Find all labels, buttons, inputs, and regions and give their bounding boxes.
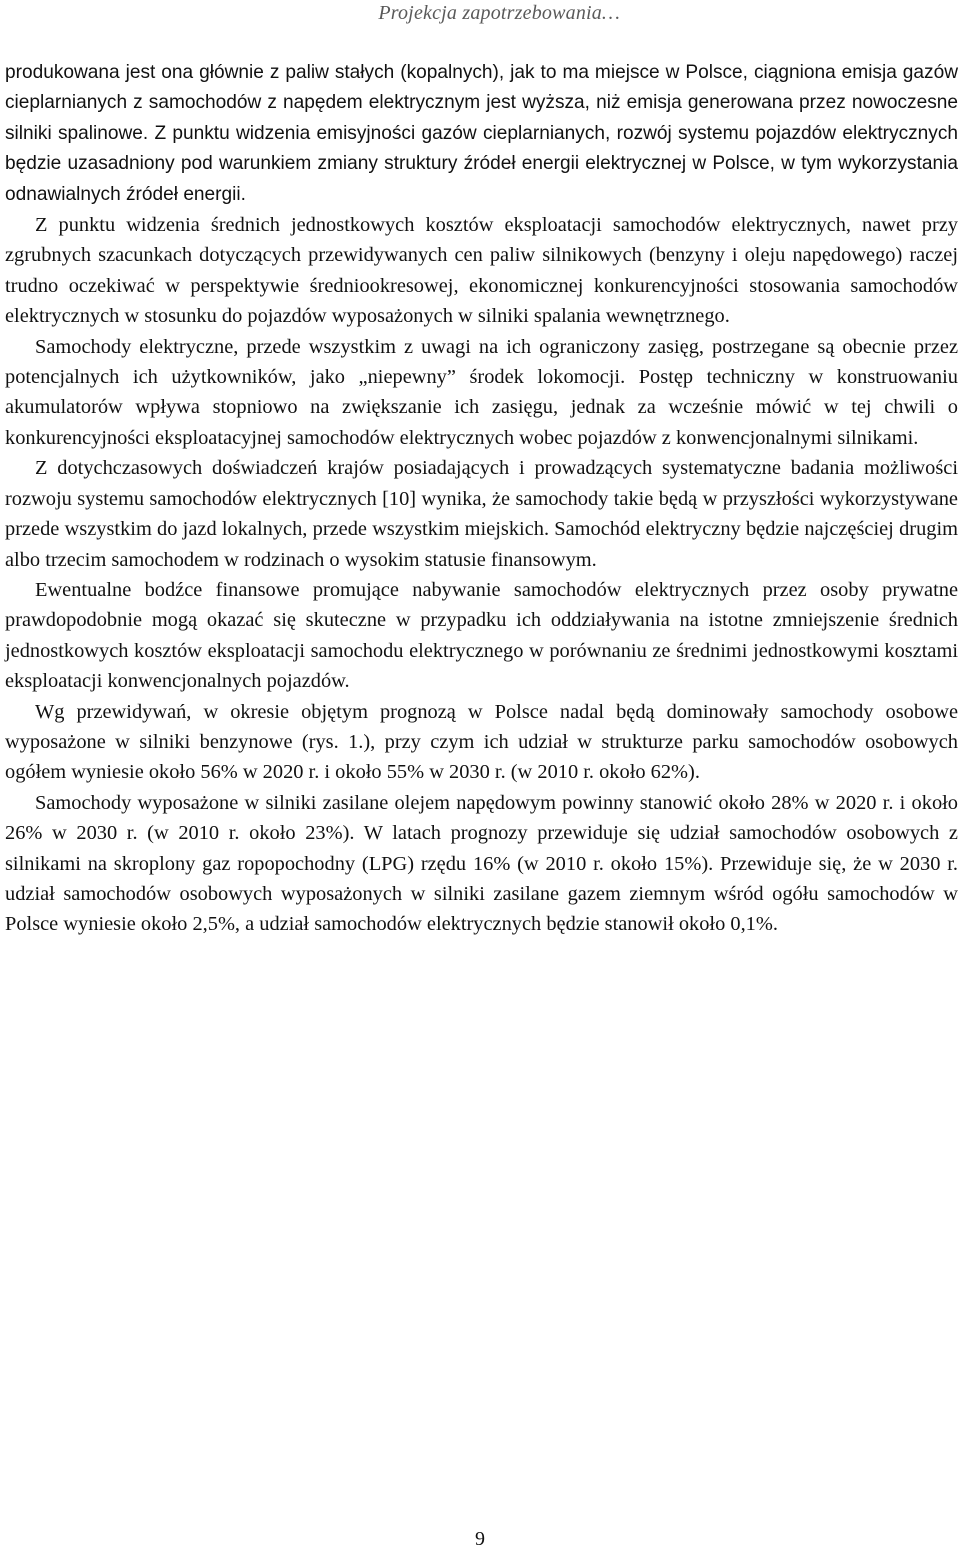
body-text [5,58,958,940]
running-header: Projekcja zapotrzebowania… [378,2,620,24]
paragraph-7: Samochody wyposażone w silniki zasilane olejem napędowym powinny stanowić około 28% w 2020 r. i około 26% w 2030 r. (w 2010 r. około 23%). W latach prognozy przewiduje się udział samochodów osobowych z silnikami na skroplony gaz ropopochodny (LPG) rzędu 16% (w 2010 r. około 15%). Przewiduje się, że w 2030 r. udział samochodów osobowych wyposażonych w silniki zasilane gazem ziemnym wśród ogółu samochodów w Polsce wyniesie około 2,5%, a udział samochodów elektrycznych będzie stanowił około 0,1%. [5,791,958,936]
paragraph-1: produkowana jest ona głównie z paliw stałych (kopalnych), jak to ma miejsce w Polsce, ciągniona emisja gazów cieplarnianych z samochodów z napędem elektrycznym jest wyższa, niż emisja generowana przez nowoczesne silniki spalinowe. Z punktu widzenia emisyjności gazów cieplarnianych, rozwój systemu pojazdów elektrycznych będzie uzasadniony pod warunkiem zmiany struktury źródeł energii elektrycznej w Polsce, w tym wykorzystania odnawialnych źródeł energii. [5,62,958,205]
paragraph-5: Ewentualne bodźce finansowe promujące nabywanie samochodów elektrycznych przez osoby prywatne prawdopodobnie mogą okazać się skuteczne w przypadku ich oddziaływania na istotne zmniejszenie średnich jednostkowych kosztów eksploatacji samochodu elektrycznego w porównaniu ze średnimi jednostkowymi kosztami eksploatacji konwencjonalnych pojazdów. [5,578,958,693]
page-number: 9 [475,1528,485,1550]
paragraph-2: Z punktu widzenia średnich jednostkowych kosztów eksploatacji samochodów elektrycznych, nawet przy zgrubnych szacunkach dotyczących przewidywanych cen paliw silnikowych (benzyny i oleju napędowego) raczej trudno oczekiwać w perspektywie średniookresowej, ekonomicznej konkurencyjności stosowania samochodów elektrycznych w stosunku do pojazdów wyposażonych w silniki spalania wewnętrznego. [5,214,958,328]
paragraph-3: Samochody elektryczne, przede wszystkim z uwagi na ich ograniczony zasięg, postrzegane są obecnie przez potencjalnych ich użytkowników, jako „niepewny” środek lokomocji. Postęp techniczny w konstruowaniu akumulatorów wpływa stopniowo na zwiększanie ich zasięgu, jednak za wcześnie mówić w tej chwili o konkurencyjności eksploatacyjnej samochodów elektrycznych wobec pojazdów z konwencjonalnymi silnikami. [5,335,958,449]
paragraph-6: Wg przewidywań, w okresie objętym prognozą w Polsce nadal będą dominowały samochody osobowe wyposażone w silniki benzynowe (rys. 1.), przy czym ich udział w strukturze parku samochodów osobowych ogółem wyniesie około 56% w 2020 r. i około 55% w 2030 r. (w 2010 r. około 62%). [5,700,958,784]
paragraph-4: Z dotychczasowych doświadczeń krajów posiadających i prowadzących systematyczne badania możliwości rozwoju systemu samochodów elektrycznych [10] wynika, że samochody takie będą w przyszłości wykorzystywane przede wszystkim do jazd lokalnych, przede wszystkim miejskich. Samochód elektryczny będzie najczęściej drugim albo trzecim samochodem w rodzinach o wysokim statusie finansowym. [5,457,958,571]
